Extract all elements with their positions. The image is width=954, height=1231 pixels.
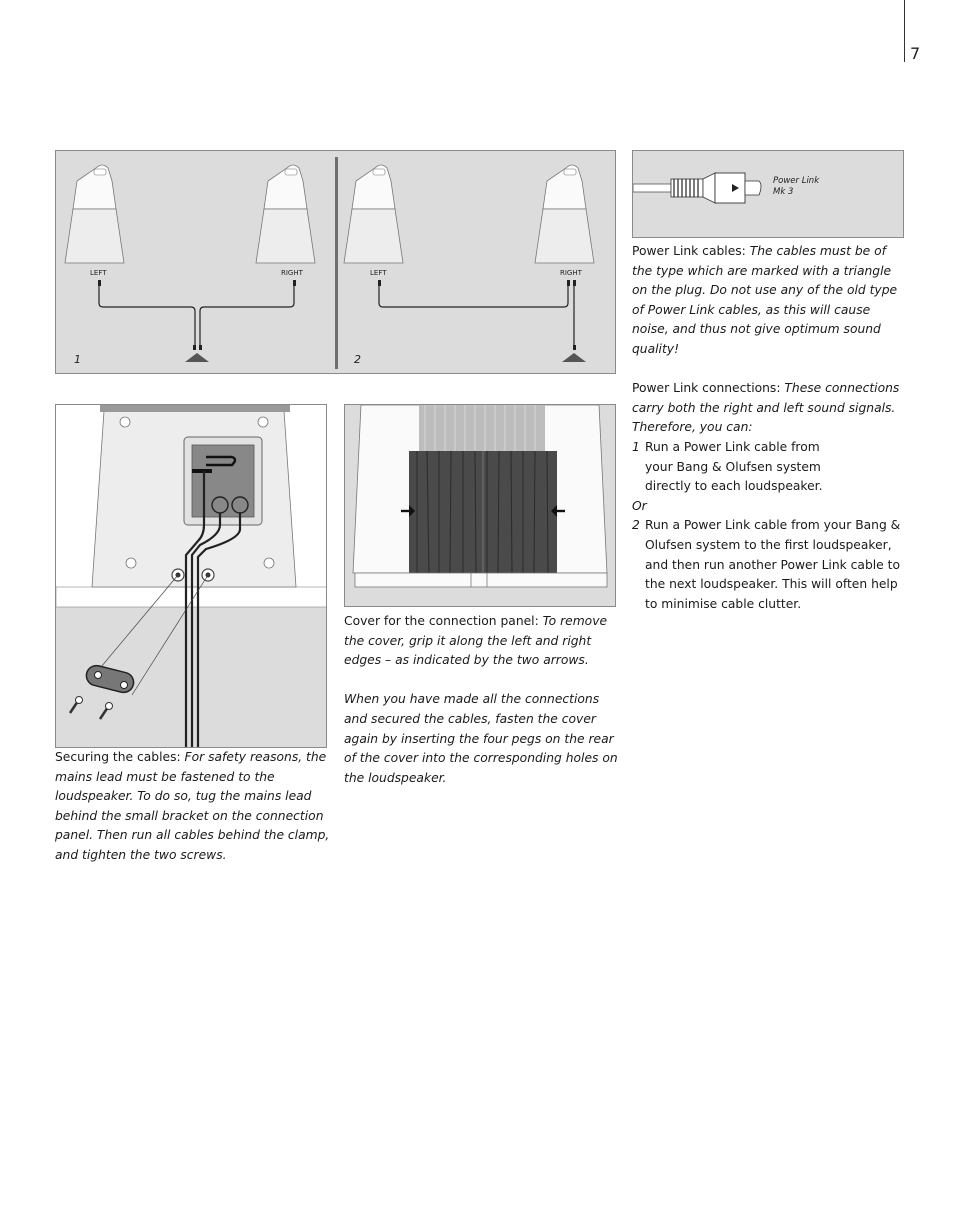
step-2-number: 2 xyxy=(632,518,640,533)
label-left-2: LEFT xyxy=(370,269,387,277)
connection-step-1 xyxy=(632,438,908,497)
step-or: Or xyxy=(632,498,647,513)
panel-number-1: 1 xyxy=(74,353,81,366)
caption-securing-cables xyxy=(55,748,335,866)
page-rule xyxy=(904,0,905,62)
caption-cover-body1: To remove the cover, grip it along the left and right edges – as indicated by the two arrows. xyxy=(344,614,608,668)
plug-label-line2: Mk 3 xyxy=(773,187,794,197)
label-left-1: LEFT xyxy=(90,269,107,277)
cover-panel-figure xyxy=(344,404,616,607)
step-1-text: Run a Power Link cable from your Bang & Olufsen system directly to each loudspeaker. xyxy=(645,439,823,494)
speaker-right-1 xyxy=(256,165,315,263)
panel-number-2: 2 xyxy=(354,353,361,366)
caption-plconn-body: These connections carry both the right and left sound signals. Therefore, you can: xyxy=(632,381,900,435)
speaker-left-2 xyxy=(344,165,403,263)
caption-securing-lead: Securing the cables: xyxy=(55,750,185,764)
source-triangle-2 xyxy=(562,353,586,362)
caption-securing-body: For safety reasons, the mains lead must be fastened to the loudspeaker. To do so, tug the mains lead behind the small bracket on the connection panel. Then run all cables behind the clamp, and tighten the two screws. xyxy=(55,750,330,862)
cables-setup-1 xyxy=(99,283,294,347)
power-link-plug-figure xyxy=(632,150,904,238)
cables-setup-2 xyxy=(379,283,574,347)
caption-power-link xyxy=(632,242,908,614)
connection-step-2 xyxy=(632,516,908,614)
caption-plc-body: The cables must be of the type which are marked with a triangle on the plug. Do not use any of the old type of Power Link cables, as this will cause noise, and thus not give optimum sound quality! xyxy=(632,244,898,356)
caption-cover xyxy=(344,612,622,788)
step-1-number: 1 xyxy=(632,439,640,454)
source-triangle-1 xyxy=(185,353,209,362)
label-right-1: RIGHT xyxy=(281,269,303,277)
speaker-right-2 xyxy=(535,165,594,263)
caption-cover-lead: Cover for the connection panel: xyxy=(344,614,543,628)
label-right-2: RIGHT xyxy=(560,269,582,277)
caption-cover-body2: When you have made all the connections and secured the cables, fasten the cover again by inserting the four pegs on the rear of the cover into the corresponding holes on the loudspeaker. xyxy=(344,692,618,785)
securing-cables-figure xyxy=(55,404,327,748)
plug-label-line1: Power Link xyxy=(773,176,820,186)
speaker-left-1 xyxy=(65,165,124,263)
caption-plconn-lead: Power Link connections: xyxy=(632,381,785,396)
panel-divider xyxy=(335,157,338,369)
page-number: 7 xyxy=(910,44,921,63)
speaker-setup-figure xyxy=(55,150,616,374)
plug-grip xyxy=(671,179,703,197)
step-2-text: Run a Power Link cable from your Bang & Olufsen system to the first loudspeaker, and then run another Power Link cable to the next loudspeaker. This will often help to minimise cable clutter. xyxy=(645,518,901,611)
caption-plc-lead: Power Link cables: xyxy=(632,244,750,258)
